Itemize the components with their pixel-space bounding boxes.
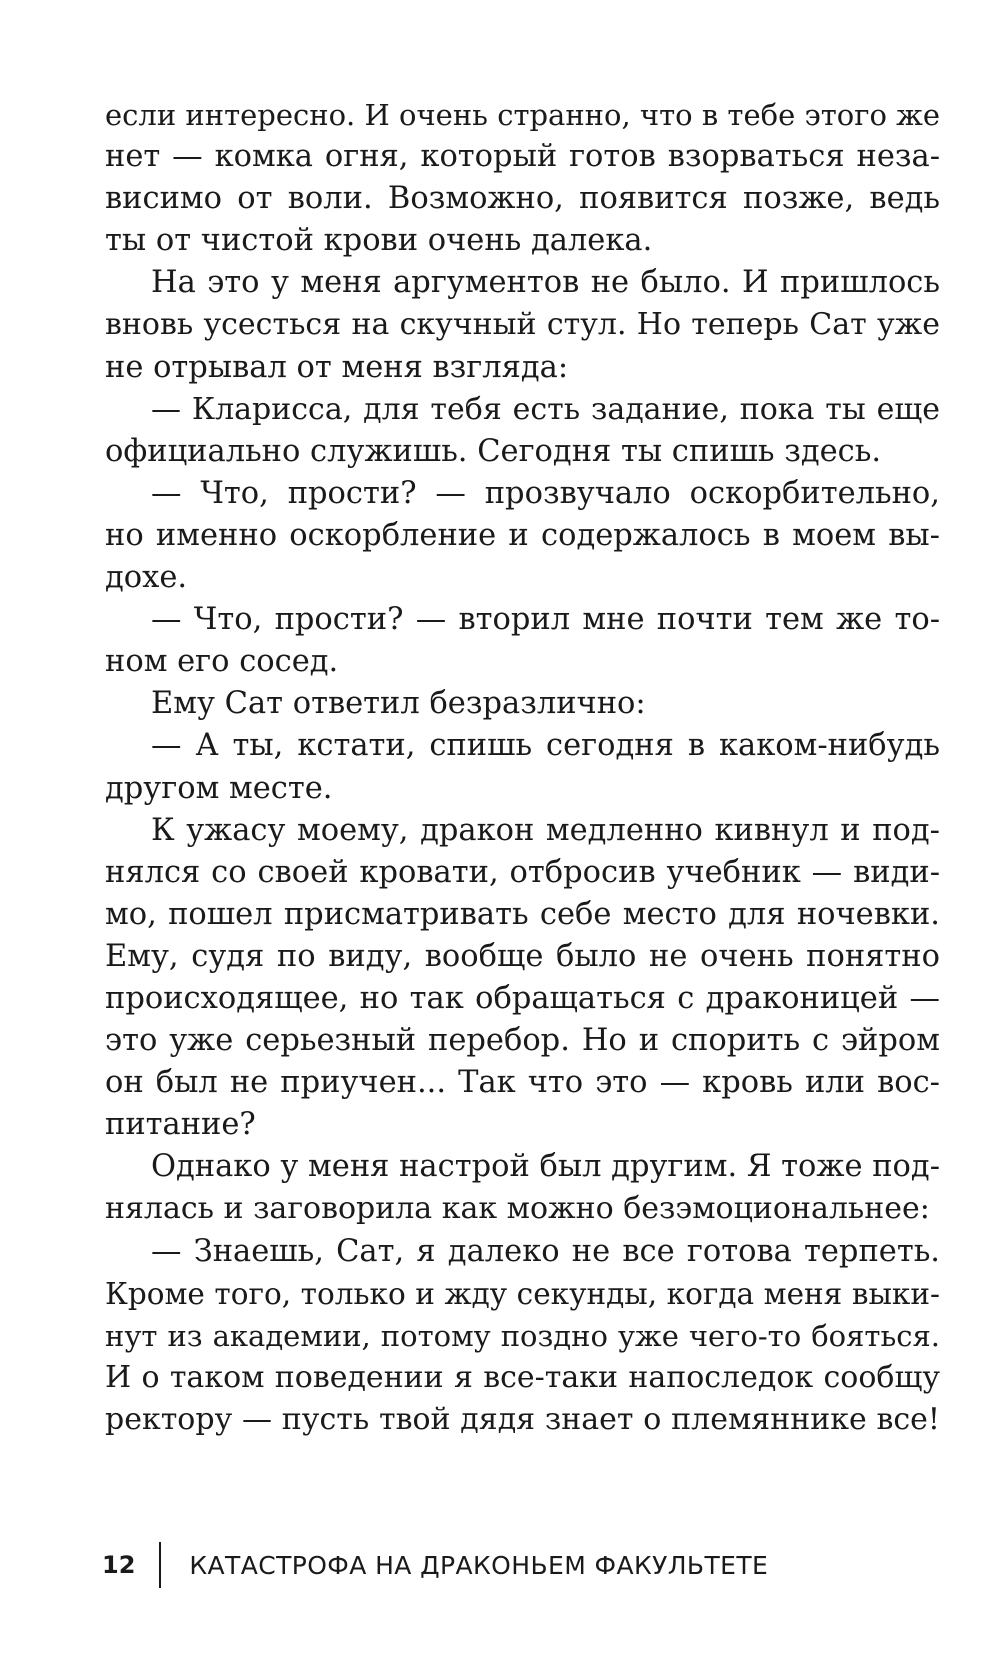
text-line: — Знаешь, Сат, я далеко не все готова терпеть. (151, 1233, 940, 1269)
text-line: На это у меня аргументов не было. И пришлось (151, 265, 940, 301)
text-line: К ужасу моему, дракон медленно кивнул и под- (151, 812, 940, 848)
body-text (105, 94, 940, 1441)
footer-divider (159, 1542, 161, 1588)
text-line: дохе. (105, 560, 188, 596)
text-line: И о таком поведении я все-таки напоследок сообщу (105, 1359, 940, 1395)
text-line: это уже серьезный перебор. Но и спорить с эйром (105, 1023, 940, 1059)
text-line: происходящее, но так обращаться с драконицей — (105, 980, 940, 1016)
text-line: ты от чистой крови очень далека. (105, 223, 653, 259)
text-line: нет — комка огня, который готов взорваться неза- (105, 139, 940, 175)
text-line: — А ты, кстати, спишь сегодня в каком-нибудь (151, 728, 940, 764)
text-line: Ему, судя по виду, вообще было не очень понятно (105, 938, 940, 974)
text-line: нялся со своей кровати, отбросив учебник — види- (105, 854, 940, 890)
text-line: Кроме того, только и жду секунды, когда меня выки- (105, 1276, 940, 1311)
page-number: 12 (102, 1551, 136, 1579)
text-line: нялась и заговорила как можно безэмоциональнее: (105, 1191, 930, 1227)
text-line: — Кларисса, для тебя есть задание, пока ты еще (151, 391, 940, 427)
text-line: если интересно. И очень странно, что в тебе этого же (105, 98, 940, 132)
text-line: Ему Сат ответил безразлично: (151, 686, 646, 722)
text-line: он был не приучен... Так что это — кровь или вос- (105, 1065, 940, 1101)
text-line: нут из академии, потому поздно уже чего-то бояться. (105, 1318, 940, 1353)
text-line: — Что, прости? — вторил мне почти тем же то- (151, 602, 940, 638)
text-line: не отрывал от меня взгляда: (105, 349, 569, 385)
text-line: ректору — пусть твой дядя знает о племяннике все! (105, 1401, 940, 1437)
text-line: вновь усесться на скучный стул. Но теперь Сат уже (105, 307, 940, 343)
text-line: официально служишь. Сегодня ты спишь здесь. (105, 433, 882, 469)
text-line: Однако у меня настрой был другим. Я тоже под- (151, 1149, 940, 1185)
text-line: ном его сосед. (105, 644, 339, 680)
text-line: другом месте. (105, 770, 333, 806)
text-line: — Что, прости? — прозвучало оскорбительно, (151, 475, 940, 511)
text-line: висимо от воли. Возможно, появится позже, ведь (105, 181, 940, 217)
page-footer (102, 1540, 768, 1590)
running-title: КАТАСТРОФА НА ДРАКОНЬЕМ ФАКУЛЬТЕТЕ (189, 1550, 769, 1580)
text-line: мо, пошел присматривать себе место для ночевки. (105, 896, 940, 932)
text-line: питание? (105, 1107, 256, 1143)
text-line: но именно оскорбление и содержалось в моем вы- (105, 517, 940, 553)
